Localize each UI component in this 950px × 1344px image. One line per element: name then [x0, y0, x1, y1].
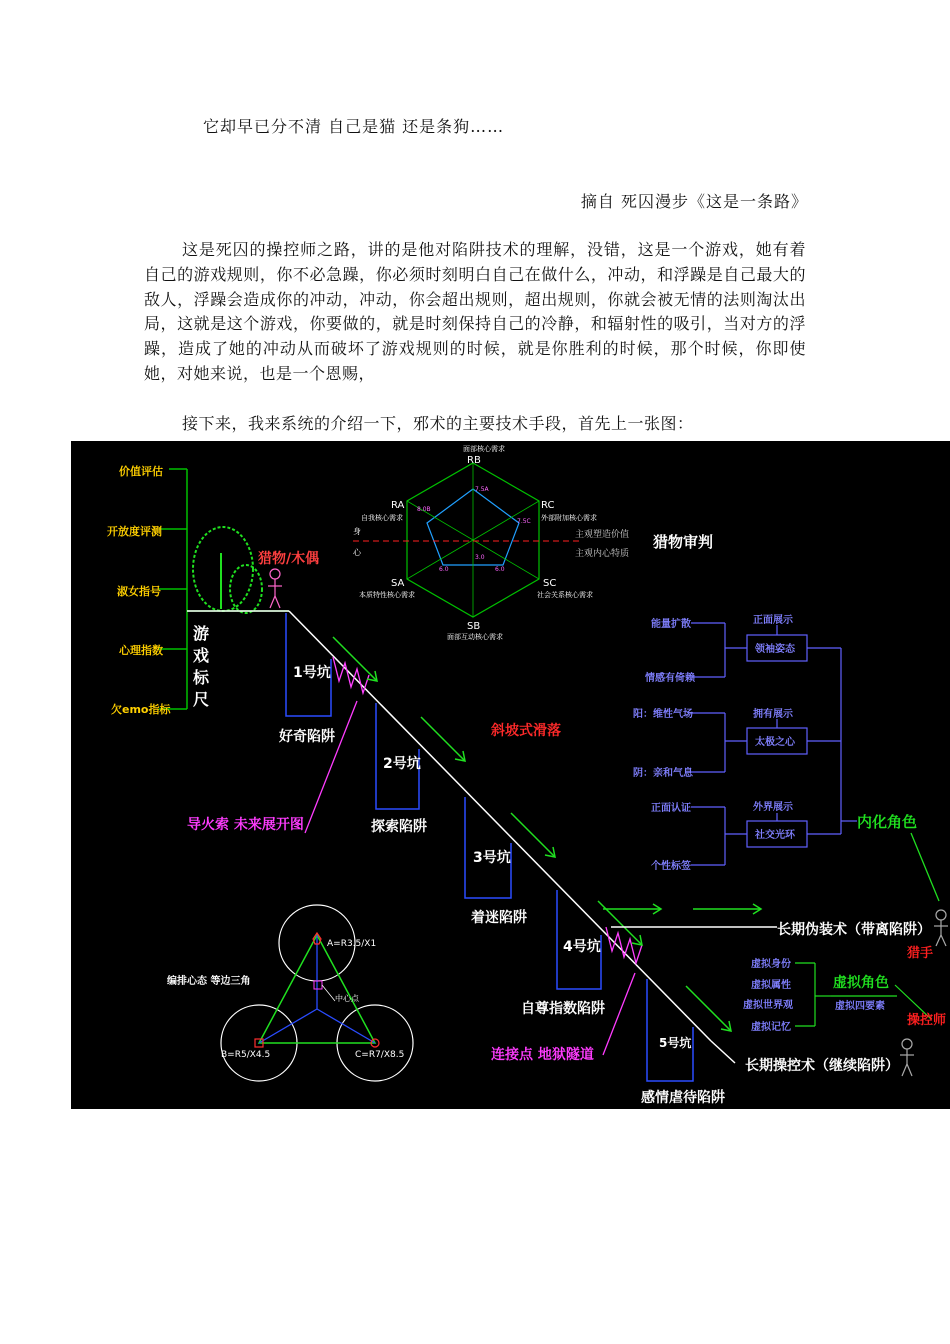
pits [286, 613, 693, 1081]
long-fake-label: 长期伪装术（带离陷阱） [777, 922, 931, 938]
svg-text:戏: 戏 [193, 646, 210, 665]
triangle-diagram [166, 905, 413, 1081]
scale-item: 开放度评测 [107, 525, 162, 538]
scale-item: 淑女指号 [117, 585, 161, 598]
right-group-text [633, 613, 796, 872]
radar-value: 8.0B [417, 506, 431, 513]
svg-text:尺: 尺 [193, 690, 210, 709]
group-top: 正面展示 [753, 615, 793, 626]
radar-value: 6.0 [439, 566, 449, 573]
radar-ra: RA [391, 500, 405, 511]
triangle-a-label: A=R3.5/X1 [327, 939, 377, 949]
group-top: 拥有展示 [753, 709, 793, 720]
tree-icon [193, 527, 262, 613]
virtual-item: 虚拟属性 [751, 980, 791, 991]
scale-bracket [159, 469, 289, 709]
radar-value: 7.5A [475, 486, 489, 493]
paragraph-1: 这是死囚的操控师之路，讲的是他对陷阱技术的理解，没错，这是一个游戏，她有着自己的游戏规则，你不必急躁，你必须时刻明白自己在做什么，冲动，和浮躁是自己最大的敌人，浮躁会造成你的冲动，冲动，你会超出规则，超出规则，你就会被无情的法则淘汰出局，这就是这个游戏，你要做的，就是时刻保持自己的冷静，和辐射性的吸引，当对方的浮躁，造成了她的冲动从而破坏了游戏规则的时候，就是你胜利的时候，那个时候，你即使 她，对她来说，也是一个恩赐， [144, 240, 823, 383]
prey-label: 猎物/木偶 [258, 551, 320, 567]
radar-ra-caption: 自我核心需求 [361, 514, 403, 522]
svg-text:标: 标 [193, 668, 210, 687]
paragraph-2: 接下来，我来系统的介绍一下，邪术的主要技术手段，首先上一张图： [182, 414, 694, 433]
group-box-label: 领袖姿态 [755, 644, 795, 655]
group-item: 情感有倚赖 [645, 673, 695, 684]
group-box-label: 社交光环 [755, 830, 795, 841]
virtual-box-label: 虚拟四要素 [835, 1001, 885, 1012]
virtual-items [743, 957, 885, 1033]
judge-label: 猎物审判 [653, 533, 714, 551]
source-line: 摘自 死囚漫步《这是一条路》 [580, 192, 808, 211]
scale-item: 欠emo指标 [111, 703, 171, 716]
pit-1-caption: 好奇陷阱 [279, 729, 335, 745]
radar-chart [353, 444, 629, 641]
scale-label [192, 624, 210, 709]
radar-sc: SC [543, 578, 557, 589]
group-item: 阳：维性气场 [633, 709, 693, 720]
radar-top-caption: 面部核心需求 [463, 445, 505, 453]
virtual-item: 虚拟身份 [751, 959, 791, 970]
pit-1-label: 1号坑 [293, 665, 331, 681]
connect-label: 连接点 地狱隧道 [491, 1047, 594, 1063]
group-box-label: 太极之心 [755, 737, 795, 748]
radar-sa-caption: 本质特性核心需求 [359, 591, 415, 599]
radar-sb-caption: 面部互动核心需求 [447, 633, 503, 641]
radar-axis-upper: 主观塑造价值 [575, 530, 630, 540]
inner-role-leader [911, 833, 939, 901]
virtual-item: 虚拟记忆 [751, 1022, 791, 1033]
long-control-label: 长期操控术（继续陷阱） [745, 1058, 899, 1074]
triangle-center-label: 中心点 [335, 994, 359, 1003]
pit-5-caption: 感情虐待陷阱 [641, 1090, 725, 1106]
group-item: 个性标签 [651, 861, 691, 872]
triangle-c-label: C=R7/X8.5 [355, 1050, 405, 1060]
pit-2-caption: 探索陷阱 [371, 819, 427, 835]
pit-3-caption: 着迷陷阱 [471, 910, 527, 926]
group-item: 能量扩散 [651, 619, 691, 630]
scale-item: 心理指数 [119, 644, 163, 657]
fuse-label: 导火索 未来展开图 [187, 817, 304, 833]
pit-4-label: 4号坑 [563, 939, 601, 955]
triangle-b-label: B=R5/X4.5 [221, 1050, 271, 1060]
hunter-label: 猎手 [907, 946, 934, 961]
group-item: 阴：亲和气息 [633, 768, 693, 779]
radar-value: 6.0 [495, 566, 505, 573]
trap-diagram-svg [71, 441, 950, 1109]
scale-item: 价值评估 [119, 465, 163, 478]
slope-label: 斜坡式滑落 [491, 723, 561, 739]
radar-sa: SA [391, 578, 405, 589]
quote-line: 它却早已分不清 自己是猫 还是条狗…… [203, 117, 505, 136]
scale-items [107, 464, 171, 716]
pit-4-caption: 自尊指数陷阱 [521, 1001, 605, 1017]
controller-label: 操控师 [907, 1013, 947, 1028]
radar-sc-caption: 社会关系核心需求 [537, 591, 593, 599]
svg-text:游: 游 [193, 624, 210, 643]
prey-figure-icon [268, 569, 282, 608]
radar-left-bottom: 心 [353, 548, 361, 557]
inner-role-label: 内化角色 [857, 813, 918, 831]
radar-rb: RB [467, 455, 481, 466]
pit-2-label: 2号坑 [383, 756, 421, 772]
radar-rc-caption: 外部附加核心需求 [541, 514, 597, 522]
group-top: 外界展示 [753, 802, 793, 813]
controller-figure-icon [900, 1039, 914, 1076]
radar-axis-lower: 主观内心特质 [575, 549, 630, 559]
virtual-role-label: 虚拟角色 [833, 975, 889, 991]
radar-left-top: 身 [353, 527, 361, 536]
hunter-figure-icon [934, 910, 948, 946]
radar-sb: SB [467, 621, 481, 632]
pit-3-label: 3号坑 [473, 850, 511, 866]
triangle-caption: 编排心态 等边三角 [167, 976, 251, 987]
radar-rc: RC [541, 500, 555, 511]
group-item: 正面认证 [651, 803, 691, 814]
radar-value: 3.0 [475, 554, 485, 561]
trap-diagram [71, 441, 950, 1109]
pit-5-label: 5号坑 [659, 1036, 692, 1050]
radar-value: 7.5C [517, 518, 531, 525]
virtual-item: 虚拟世界观 [743, 1000, 793, 1011]
